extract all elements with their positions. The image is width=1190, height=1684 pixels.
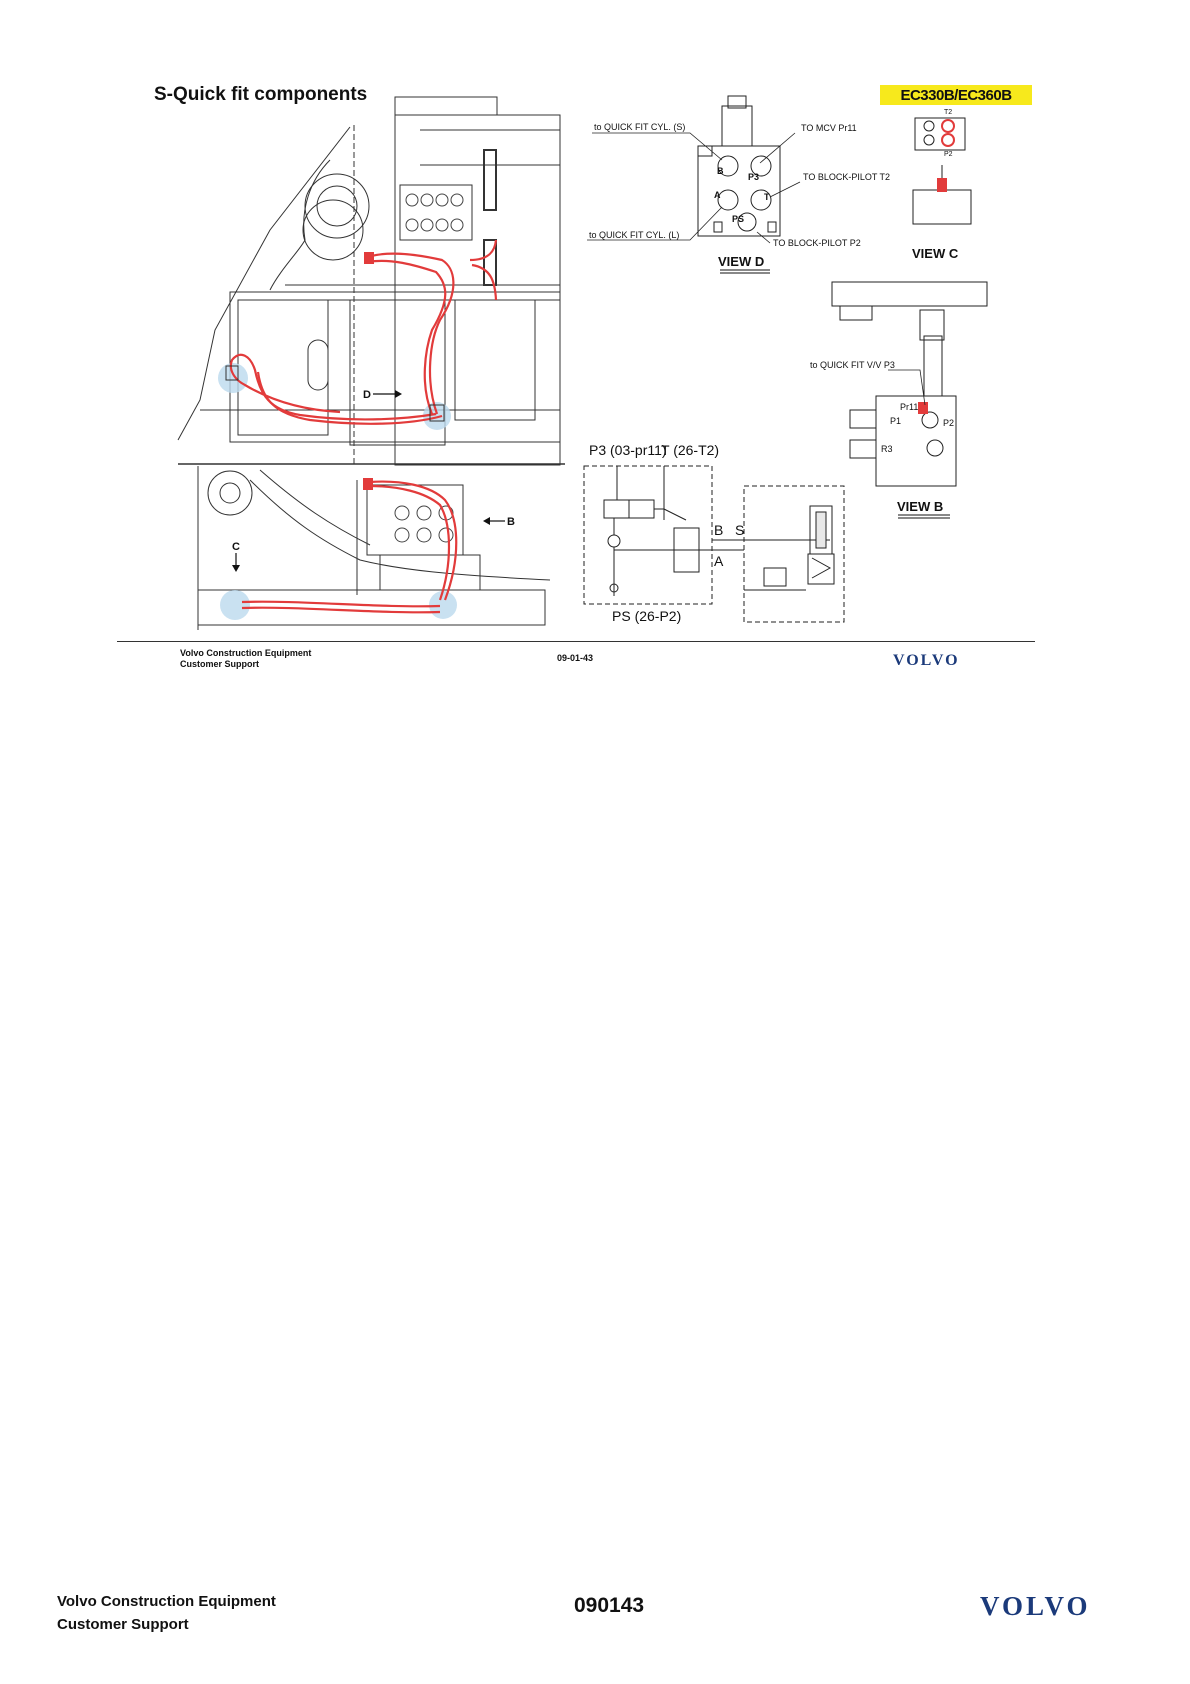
view-c-block xyxy=(913,118,971,224)
svg-text:R3: R3 xyxy=(881,444,893,454)
view-d-title: VIEW D xyxy=(718,254,765,269)
main-top-view xyxy=(178,97,565,465)
svg-text:B: B xyxy=(507,516,515,528)
view-c-title: VIEW C xyxy=(912,246,959,261)
arrow-d xyxy=(363,389,402,401)
slide-footer-line1: Volvo Construction Equipment xyxy=(180,648,312,658)
svg-text:Pr11: Pr11 xyxy=(900,402,919,412)
svg-text:P1: P1 xyxy=(890,416,902,426)
svg-text:B: B xyxy=(717,166,724,176)
svg-text:TO BLOCK-PILOT P2: TO BLOCK-PILOT P2 xyxy=(773,238,861,248)
svg-text:P3 (03-pr11): P3 (03-pr11) xyxy=(589,442,667,458)
svg-text:P3: P3 xyxy=(748,172,760,182)
page-footer-line2: Customer Support xyxy=(57,1616,189,1633)
slide-footer-code: 09-01-43 xyxy=(557,653,594,663)
highlight-side-right xyxy=(429,591,457,619)
svg-text:S: S xyxy=(735,522,745,538)
page-footer-line1: Volvo Construction Equipment xyxy=(57,1593,276,1610)
svg-text:PS: PS xyxy=(732,214,745,224)
hose-routing-side xyxy=(242,482,456,613)
fitting-red xyxy=(918,402,928,414)
svg-text:to QUICK FIT V/V P3: to QUICK FIT V/V P3 xyxy=(810,360,895,370)
slide-footer-line2: Customer Support xyxy=(180,659,260,669)
svg-text:to QUICK FIT CYL. (S): to QUICK FIT CYL. (S) xyxy=(594,122,686,132)
svg-text:P2: P2 xyxy=(944,151,953,158)
fitting-red xyxy=(937,178,947,192)
svg-text:TO MCV Pr11: TO MCV Pr11 xyxy=(801,123,857,133)
svg-text:A: A xyxy=(714,553,724,569)
hydraulic-schematic xyxy=(584,466,844,622)
svg-text:P2: P2 xyxy=(943,418,955,428)
volvo-logo: VOLVO xyxy=(980,1591,1091,1621)
view-b-title: VIEW B xyxy=(897,499,944,514)
volvo-logo: VOLVO xyxy=(893,652,960,669)
technical-diagram xyxy=(0,0,1190,680)
svg-text:to QUICK FIT CYL. (L): to QUICK FIT CYL. (L) xyxy=(589,230,680,240)
svg-text:B: B xyxy=(714,522,724,538)
model-badge: EC330B/EC360B xyxy=(880,85,1032,105)
arrow-c xyxy=(232,541,240,572)
view-b-leader xyxy=(888,370,925,405)
slide-divider xyxy=(117,641,1035,642)
port-highlight xyxy=(942,120,954,132)
svg-text:PS (26-P2): PS (26-P2) xyxy=(612,608,682,624)
view-b-block xyxy=(832,282,987,486)
page-number: 090143 xyxy=(574,1594,645,1617)
page-footer-company xyxy=(57,1590,276,1636)
highlight-side-left xyxy=(220,590,250,620)
svg-text:T: T xyxy=(764,192,770,202)
port-highlight xyxy=(942,134,954,146)
svg-text:T (26-T2): T (26-T2) xyxy=(661,442,720,458)
slide-footer-company xyxy=(180,648,311,670)
highlight-left xyxy=(218,363,248,393)
svg-text:A: A xyxy=(714,190,721,200)
fitting-red xyxy=(364,252,374,264)
fitting-red xyxy=(363,478,373,490)
svg-text:C: C xyxy=(232,541,240,553)
svg-text:T2: T2 xyxy=(944,109,953,116)
svg-text:TO BLOCK-PILOT T2: TO BLOCK-PILOT T2 xyxy=(803,172,891,182)
slide-title: S-Quick fit components xyxy=(154,84,368,105)
arrow-b xyxy=(483,516,515,528)
svg-text:D: D xyxy=(363,389,371,401)
